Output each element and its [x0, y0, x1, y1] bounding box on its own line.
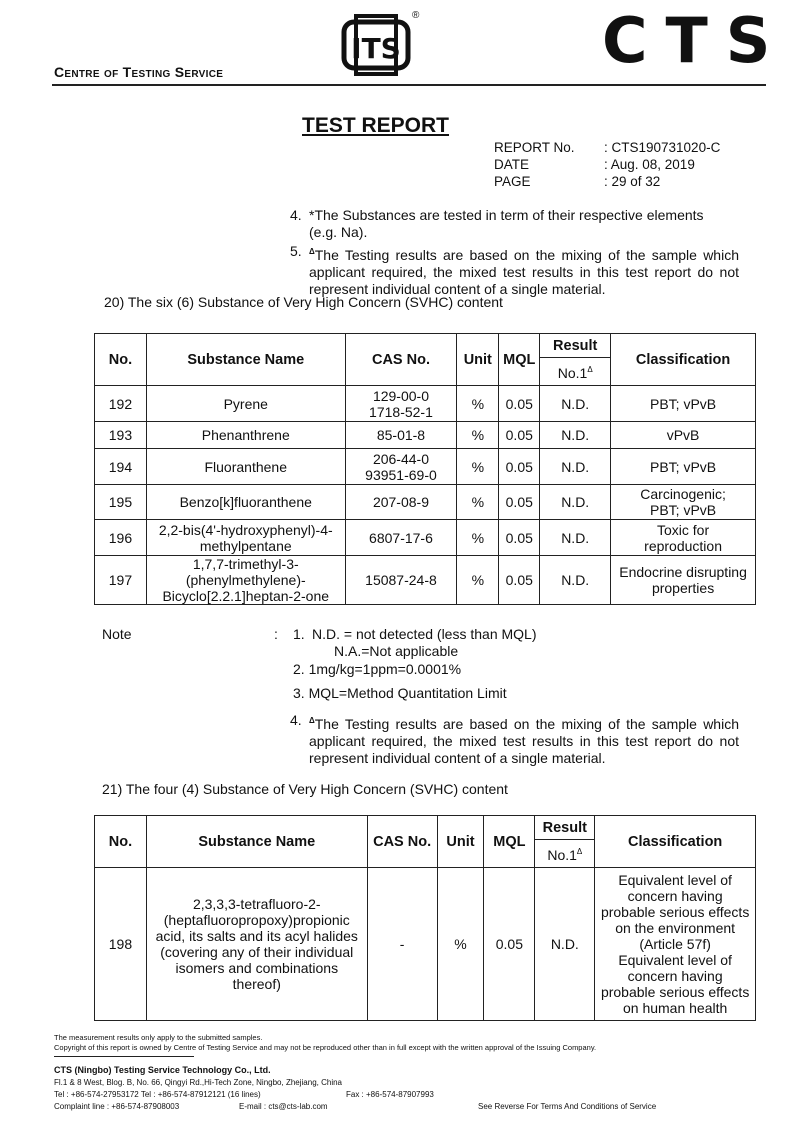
top-note-4-num: 4.	[290, 207, 302, 223]
report-no-value: : CTS190731020-C	[604, 140, 721, 155]
footer-address: Fl.1 & 8 West, Blog. B, No. 66, Qingyi Rd.,Hi-Tech Zone, Ningbo, Zhejiang, China	[54, 1078, 342, 1087]
cell-mql: 0.05	[499, 449, 540, 485]
cell-result: N.D.	[540, 556, 611, 605]
note-1b: N.A.=Not applicable	[334, 643, 459, 659]
cell-result: N.D.	[540, 485, 611, 520]
footer-reverse: See Reverse For Terms And Conditions of Service	[478, 1102, 657, 1111]
table-row	[95, 556, 756, 605]
delta-mark: Δ	[587, 365, 593, 374]
note-2: 2. 1mg/kg=1ppm=0.0001%	[293, 661, 462, 677]
top-note-4	[309, 207, 739, 241]
note-label: Note	[102, 626, 132, 642]
table-row	[95, 485, 756, 520]
cell-cas-no: 206-44-0 93951-69-0	[345, 449, 457, 485]
note-3: 3. MQL=Method Quantitation Limit	[293, 685, 507, 701]
delta-mark: Δ	[309, 247, 315, 256]
footer-line-2: Copyright of this report is owned by Centre of Testing Service and may not be reproduced other than in full except with the written approval of the Issuing Company.	[54, 1043, 597, 1052]
cell-substance-name: 2,3,3,3-tetrafluoro-2- (heptafluoropropoxy)propionic acid, its salts and its acyl halides (covering any of their individual isomers and combinations thereof)	[146, 868, 367, 1021]
svhc-table-20	[94, 333, 756, 605]
cell-substance-name: Pyrene	[146, 386, 345, 422]
cell-no: 195	[95, 485, 147, 520]
col-no: No.	[95, 334, 147, 386]
cell-classification: Carcinogenic; PBT; vPvB	[611, 485, 756, 520]
centre-name: Centre of Testing Service	[54, 64, 224, 80]
cell-substance-name: Benzo[k]fluoranthene	[146, 485, 345, 520]
svhc-table-21	[94, 815, 756, 1021]
col-sample	[540, 358, 611, 386]
table-row	[95, 422, 756, 449]
note-4-text: The Testing results are based on the mixing of the sample which applicant required, the mixed test results in this test report do not represent individual content of a single material.	[309, 716, 739, 766]
report-title: TEST REPORT	[302, 114, 450, 137]
table-row	[95, 449, 756, 485]
cell-substance-name: Phenanthrene	[146, 422, 345, 449]
cell-classification: Toxic for reproduction	[611, 520, 756, 556]
cell-mql: 0.05	[499, 386, 540, 422]
col-substance-name: Substance Name	[146, 334, 345, 386]
cell-cas-no: 207-08-9	[345, 485, 457, 520]
col-cas-no: CAS No.	[367, 816, 437, 868]
cell-mql: 0.05	[499, 485, 540, 520]
delta-mark: Δ	[576, 847, 583, 856]
cell-classification: PBT; vPvB	[611, 386, 756, 422]
footer-email: E-mail : cts@cts-lab.com	[239, 1102, 328, 1111]
top-note-5	[309, 243, 739, 298]
col-classification: Classification	[611, 334, 756, 386]
cell-no: 193	[95, 422, 147, 449]
report-meta	[494, 139, 720, 190]
cell-mql: 0.05	[499, 422, 540, 449]
cell-cas-no: 6807-17-6	[345, 520, 457, 556]
footer-contact	[54, 1064, 754, 1113]
col-result: Result	[535, 816, 595, 840]
cell-no: 198	[95, 868, 147, 1021]
cell-unit: %	[457, 386, 499, 422]
note-1a: N.D. = not detected (less than MQL)	[312, 626, 537, 642]
its-logo	[340, 14, 412, 76]
cell-unit: %	[457, 485, 499, 520]
section-21-title: 21) The four (4) Substance of Very High Concern (SVHC) content	[102, 781, 508, 797]
cell-mql: 0.05	[499, 556, 540, 605]
cell-no: 197	[95, 556, 147, 605]
cell-result: N.D.	[540, 386, 611, 422]
table-row	[95, 868, 756, 1021]
footer-disclaimer	[54, 1033, 596, 1053]
cell-result: N.D.	[540, 449, 611, 485]
footer-divider	[54, 1056, 194, 1057]
col-unit: Unit	[437, 816, 484, 868]
col-no: No.	[95, 816, 147, 868]
col-substance-name: Substance Name	[146, 816, 367, 868]
cell-unit: %	[457, 556, 499, 605]
cell-mql: 0.05	[499, 520, 540, 556]
col-cas-no: CAS No.	[345, 334, 457, 386]
note-colon: :	[274, 626, 278, 642]
table-row	[95, 386, 756, 422]
table-row	[95, 520, 756, 556]
cell-unit: %	[457, 520, 499, 556]
note-1-num: 1.	[293, 626, 305, 642]
cell-unit: %	[457, 449, 499, 485]
footer-company: CTS (Ningbo) Testing Service Technology Co., Ltd.	[54, 1065, 271, 1075]
col-unit: Unit	[457, 334, 499, 386]
footer-fax: Fax : +86-574-87907993	[346, 1090, 434, 1099]
cell-result: N.D.	[535, 868, 595, 1021]
cell-unit: %	[457, 422, 499, 449]
cell-no: 196	[95, 520, 147, 556]
delta-mark: Δ	[309, 716, 315, 725]
note-4	[309, 712, 739, 767]
cell-classification: Equivalent level of concern having probable serious effects on the environment (Article 57f) Equivalent level of concern having probable serious effects on human health	[595, 868, 756, 1021]
col-mql: MQL	[484, 816, 535, 868]
date-label: DATE	[494, 157, 530, 172]
cell-result: N.D.	[540, 422, 611, 449]
its-logo-text: ITS	[351, 32, 401, 65]
cell-result: N.D.	[540, 520, 611, 556]
cell-cas-no: 15087-24-8	[345, 556, 457, 605]
sample-label: No.1	[557, 365, 588, 381]
cell-substance-name: Fluoranthene	[146, 449, 345, 485]
top-note-5-text: The Testing results are based on the mixing of the sample which applicant required, the mixed test results in this test report do not represent individual content of a single material.	[309, 247, 739, 297]
cell-no: 192	[95, 386, 147, 422]
sample-label: No.1	[547, 847, 577, 863]
header-divider	[52, 84, 766, 86]
note-4-num: 4.	[290, 712, 302, 728]
col-classification: Classification	[595, 816, 756, 868]
table-21-body	[95, 868, 756, 1021]
cell-substance-name: 2,2-bis(4'-hydroxyphenyl)-4- methylpentane	[146, 520, 345, 556]
cell-substance-name: 1,7,7-trimethyl-3- (phenylmethylene)- Bicyclo[2.2.1]heptan-2-one	[146, 556, 345, 605]
cell-cas-no: 129-00-0 1718-52-1	[345, 386, 457, 422]
cts-logo: CTS	[602, 4, 789, 77]
cell-cas-no: -	[367, 868, 437, 1021]
section-20-title: 20) The six (6) Substance of Very High Concern (SVHC) content	[104, 294, 503, 310]
cell-unit: %	[437, 868, 484, 1021]
top-note-4-text: *The Substances are tested in term of their respective elements	[309, 207, 704, 223]
registered-mark: ®	[412, 10, 420, 21]
date-value: : Aug. 08, 2019	[604, 157, 695, 172]
cell-no: 194	[95, 449, 147, 485]
cell-cas-no: 85-01-8	[345, 422, 457, 449]
cell-classification: PBT; vPvB	[611, 449, 756, 485]
cell-classification: Endocrine disrupting properties	[611, 556, 756, 605]
cell-mql: 0.05	[484, 868, 535, 1021]
page-label: PAGE	[494, 174, 531, 189]
col-result: Result	[540, 334, 611, 358]
top-note-4-text2: (e.g. Na).	[309, 224, 368, 240]
col-sample	[535, 840, 595, 868]
cell-classification: vPvB	[611, 422, 756, 449]
footer-complaint: Complaint line : +86-574-87908003	[54, 1102, 180, 1111]
report-no-label: REPORT No.	[494, 140, 575, 155]
table-20-body	[95, 386, 756, 605]
top-note-5-num: 5.	[290, 243, 302, 259]
col-mql: MQL	[499, 334, 540, 386]
page-value: : 29 of 32	[604, 174, 661, 189]
footer-tel: Tel : +86-574-27953172 Tel : +86-574-87912121 (16 lines)	[54, 1090, 261, 1099]
footer-line-1: The measurement results only apply to the submitted samples.	[54, 1033, 263, 1042]
